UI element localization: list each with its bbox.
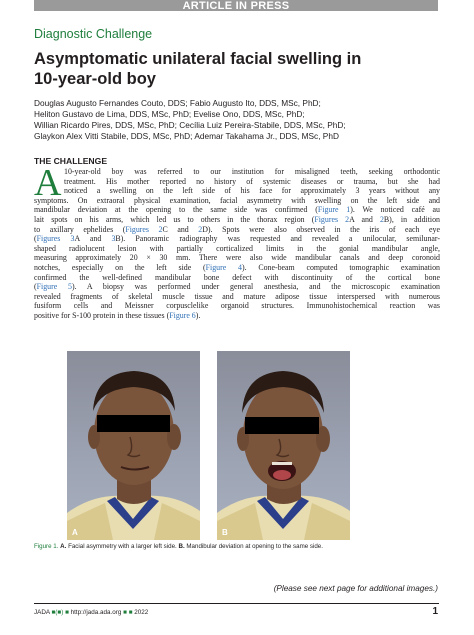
figure-link[interactable]: 2: [198, 224, 203, 234]
text-run: B). Panoramic radiography was requested and revealed a unilocular, semilunar-: [115, 234, 440, 244]
page-number: 1: [432, 606, 438, 617]
journal-url-link[interactable]: http://jada.ada.org: [70, 609, 122, 616]
text-run: A and: [74, 234, 112, 244]
text-run: C and: [162, 224, 199, 234]
panel-label-b: B: [222, 528, 228, 537]
body-line: [34, 234, 440, 244]
body-line: [34, 205, 440, 215]
caption-text: Mandibular deviation at opening to the same side.: [186, 543, 323, 550]
text-run: lait spots on his arms, which led us to others in the thorax region (: [34, 214, 315, 224]
challenge-body: [34, 162, 441, 321]
text-run: positive for S-100 protein in these tissues (: [34, 310, 170, 320]
body-line: confirmed the well-defined mandibular bone defect with discontinuity of the cortical bone: [34, 272, 440, 282]
body-line: treatment. His mother reported no history of systemic diseases or trauma, but she had: [64, 176, 440, 186]
text-run: A and: [349, 214, 380, 224]
body-line: [34, 311, 440, 321]
body-line: shaped radiolucent lesion with partially corticalized limits in the gonial mandibular angle,: [34, 243, 440, 253]
author-line: Heliton Gustavo de Lima, DDS, MSc, PhD; Evelise Ono, DDS, MSc, PhD;: [34, 109, 305, 119]
author-list: [34, 98, 444, 142]
text-run: mandibular deviation at the opening to the same side was confirmed (: [34, 205, 318, 215]
text-run: ). Cone-beam computed tomographic examination: [241, 262, 440, 272]
figure-link[interactable]: Figures 2: [125, 224, 163, 234]
figure-1-caption: [34, 543, 323, 550]
body-line: measuring approximately 20 × 30 mm. There were also wide mandibular canals and deep coronoid: [34, 253, 440, 263]
author-line: Douglas Augusto Fernandes Couto, DDS; Fabio Augusto Ito, DDS, MSc, PhD;: [34, 98, 321, 108]
body-line: fusiform cells and Meissner corpusclelike organoid structures. Immunohistochemical reaction was: [34, 301, 440, 311]
caption-text: Facial asymmetry with a larger left side.: [68, 543, 177, 550]
title-line: 10-year-old boy: [34, 70, 156, 88]
clinical-photo-b: [217, 351, 350, 540]
footer-divider: [34, 603, 439, 604]
patient-face-open-mouth-illustration: [217, 351, 350, 540]
body-line: [34, 215, 440, 225]
figure-link[interactable]: Figures 2: [314, 214, 350, 224]
month-placeholder: ■: [128, 609, 133, 616]
figure-number: Figure 1.: [34, 543, 59, 550]
panel-label-a: A: [72, 528, 78, 537]
section-label: Diagnostic Challenge: [34, 27, 153, 41]
author-line: Willian Ricardo Pires, DDS, MSc, PhD; Cecília Luiz Pereira-Stabile, DDS, MSc, PhD;: [34, 120, 346, 130]
clinical-photo-a: [67, 351, 200, 540]
title-line: Asymptomatic unilateral facial swelling in: [34, 50, 362, 68]
issue-placeholder: ■(■): [51, 609, 64, 616]
figure-link[interactable]: Figure 4: [205, 262, 242, 272]
body-line: noticed a swelling on the left side of his face for approximately 3 years without any: [64, 186, 440, 196]
body-line: revealed fragments of skeletal muscle tissue and mature adipose tissue interspersed with numerous: [34, 291, 440, 301]
text-run: to axillary ephelides (: [34, 224, 126, 234]
text-run: ). We noticed café au: [350, 205, 440, 215]
separator-bullet: ■: [65, 609, 69, 616]
publication-year: 2022: [134, 609, 149, 616]
figure-1-photos: [67, 351, 350, 540]
page-footer: [34, 609, 148, 616]
text-run: (: [34, 234, 37, 244]
text-run: notches, especially on the left side (: [34, 262, 206, 272]
article-in-press-banner: ARTICLE IN PRESS: [34, 0, 438, 11]
figure-link[interactable]: 2: [379, 214, 384, 224]
text-run: D). Spots were also observed in the iris of each eye: [202, 224, 440, 234]
figure-link[interactable]: Figure 1: [317, 205, 351, 215]
caption-letter: A.: [60, 543, 67, 550]
author-line: Glaykon Alex Vitti Stabile, DDS, MSc, PhD; Ademar Takahama Jr., DDS, MSc, PhD: [34, 131, 339, 141]
caption-letter: B.: [178, 543, 185, 550]
text-run: (: [34, 282, 37, 292]
body-line: symptoms. On extraoral physical examination, facial asymmetry with swelling on the left side and: [34, 195, 440, 205]
drop-cap: A: [34, 162, 62, 204]
body-line: [34, 225, 440, 235]
article-title: [34, 49, 434, 89]
text-run: B), in addition: [383, 214, 441, 224]
figure-link[interactable]: 3: [111, 234, 116, 244]
body-line: [34, 282, 440, 292]
body-line: [34, 263, 440, 273]
body-line: 10-year-old boy was referred to our institution for misaligned teeth, seeking orthodontic: [64, 167, 440, 176]
challenge-heading: THE CHALLENGE: [34, 156, 108, 166]
continued-note: (Please see next page for additional images.): [273, 584, 438, 593]
text-run: ). A biopsy was performed under general anesthesia, and the microscopic examination: [71, 282, 441, 292]
figure-link[interactable]: Figure 5: [36, 282, 72, 292]
journal-name: JADA: [34, 609, 50, 616]
figure-link[interactable]: Figures 3: [36, 234, 75, 244]
patient-face-illustration: [67, 351, 200, 540]
separator-bullet: ■: [123, 609, 127, 616]
text-run: ).: [195, 310, 201, 320]
figure-link[interactable]: Figure 6: [169, 310, 196, 320]
